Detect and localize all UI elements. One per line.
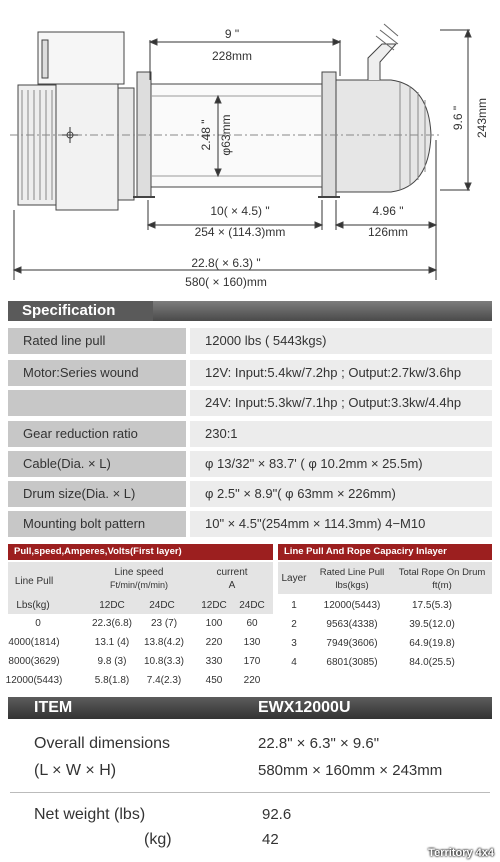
dims-value-inches: 22.8" × 6.3" × 9.6" [258, 735, 380, 752]
perf-cell: 12000(5443) [5, 675, 63, 686]
spec-key: Mounting bolt pattern [23, 516, 146, 531]
dim-mount-mm: 254 × (114.3)mm [194, 225, 286, 239]
divider [10, 792, 490, 793]
perf-cell: 22.3(6.8) [91, 618, 133, 629]
dim-drum-mm: φ63mm [219, 114, 233, 156]
dim-total-mm: 580( × 160)mm [185, 275, 267, 289]
perf-cell: 23 (7) [150, 618, 178, 629]
spec-key: Drum size(Dia. × L) [23, 486, 136, 501]
spec-key: Gear reduction ratio [23, 426, 138, 441]
winch-technical-drawing [0, 0, 500, 292]
layer-cell: 64.9(19.8) [409, 638, 455, 649]
perf-table [5, 562, 273, 692]
weight-value-kg: 42 [262, 831, 279, 848]
perf-cell: 5.8(1.8) [94, 675, 130, 686]
perf-cell: 130 [243, 637, 261, 648]
perf-h-speed-24: 24DC [149, 600, 175, 611]
dims-label-line2: (L × W × H) [34, 762, 117, 779]
perf-cell: 13.8(4.2) [143, 637, 185, 648]
perf-cell: 4000(1814) [8, 637, 60, 648]
perf-cell: 13.1 (4) [94, 637, 130, 648]
dim-total-inches: 22.8( × 6.3) " [191, 256, 261, 270]
layer-h-rope: Total Rope On Drum [398, 567, 486, 578]
perf-cell: 60 [246, 618, 258, 629]
spec-value: φ 2.5" × 8.9"( φ 63mm × 226mm) [205, 486, 396, 501]
spec-key: Cable(Dia. × L) [23, 456, 111, 471]
spec-value: 12V: Input:5.4kw/7.2hp ; Output:2.7kw/3.6hp [205, 365, 462, 380]
spec-row-motor-12v [8, 360, 492, 386]
layer-cell: 6801(3085) [326, 657, 378, 668]
layer-cell: 2 [291, 619, 297, 630]
perf-h-speed: Line speed [114, 567, 164, 578]
spec-title: Specification [22, 302, 116, 319]
perf-cell: 0 [35, 618, 41, 629]
perf-cell: 7.4(2.3) [146, 675, 182, 686]
perf-h-current: current [216, 567, 248, 578]
spec-row-mounting [8, 511, 492, 537]
perf-cell: 10.8(3.3) [143, 656, 185, 667]
layer-cell: 4 [291, 657, 297, 668]
perf-h-speed-unit: Ft/min/(m/min) [110, 580, 168, 590]
perf-h-current-unit: A [228, 580, 236, 591]
perf-cell: 8000(3629) [8, 656, 60, 667]
dim-gear-inches: 4.96 " [372, 204, 404, 218]
item-model: EWX12000U [258, 699, 351, 716]
layer-h-layer: Layer [281, 573, 307, 584]
layer-cell: 17.5(5.3) [411, 600, 453, 611]
perf-cell: 220 [243, 675, 261, 686]
spec-row-gear-ratio [8, 421, 492, 447]
layer-h-pull: Rated Line Pull [319, 567, 385, 578]
perf-cell: 330 [205, 656, 223, 667]
layer-h-pull-unit: lbs(kgs) [335, 580, 369, 591]
perf-cell: 170 [243, 656, 261, 667]
perf-cell: 9.8 (3) [97, 656, 127, 667]
perf-h-line-pull: Line Pull [14, 576, 54, 587]
weight-label-kg: (kg) [144, 831, 172, 848]
dims-label-line1: Overall dimensions [34, 735, 171, 752]
spec-row-rated-pull [8, 328, 492, 354]
layer-cell: 9563(4338) [326, 619, 378, 630]
weight-label-lbs: Net weight (lbs) [34, 806, 146, 823]
watermark: Territory 4x4 [428, 847, 494, 859]
layer-cell: 12000(5443) [323, 600, 381, 611]
spec-value: 10" × 4.5"(254mm × 114.3mm) 4−M10 [205, 516, 426, 531]
dims-value-mm: 580mm × 160mm × 243mm [258, 762, 443, 779]
dim-top-inches: 9 " [224, 27, 240, 41]
dim-drum-inches: 2.48 " [199, 119, 213, 151]
spec-row-motor-24v [8, 390, 492, 416]
spec-value: φ 13/32" × 83.7' ( φ 10.2mm × 25.5m) [205, 456, 423, 471]
item-header-bar [8, 697, 492, 719]
dim-top-mm: 228mm [211, 49, 253, 63]
spec-row-drum-size [8, 481, 492, 507]
layer-cell: 84.0(25.5) [409, 657, 455, 668]
spec-key: Motor:Series wound [23, 365, 139, 380]
item-label: ITEM [34, 699, 73, 716]
spec-key: Rated line pull [23, 333, 106, 348]
layer-cell: 39.5(12.0) [409, 619, 455, 630]
perf-h-current-24: 24DC [239, 600, 265, 611]
dim-gear-mm: 126mm [367, 225, 409, 239]
weight-value-lbs: 92.6 [262, 806, 292, 823]
dim-height-inches: 9.6 " [451, 105, 465, 131]
perf-h-current-12: 12DC [201, 600, 227, 611]
dim-height-mm: 243mm [475, 97, 489, 139]
perf-cell: 100 [205, 618, 223, 629]
spec-value: 230:1 [205, 426, 238, 441]
spec-value: 12000 lbs ( 5443kgs) [205, 333, 327, 348]
spec-value: 24V: Input:5.3kw/7.1hp ; Output:3.3kw/4.4hp [205, 395, 462, 410]
spec-row-cable [8, 451, 492, 477]
layer-table-title: Line Pull And Rope Capaciry Inlayer [278, 544, 492, 560]
perf-h-speed-12: 12DC [99, 600, 125, 611]
layer-h-rope-unit: ft(m) [432, 580, 452, 591]
perf-table-title: Pull,speed,Amperes,Volts(First layer) [8, 544, 273, 560]
layer-table [278, 562, 492, 672]
layer-cell: 7949(3606) [326, 638, 378, 649]
layer-cell: 3 [291, 638, 297, 649]
perf-h-lbs: Lbs(kg) [16, 600, 50, 611]
perf-cell: 220 [205, 637, 223, 648]
dim-mount-inches: 10( × 4.5) " [210, 204, 270, 218]
perf-cell: 450 [205, 675, 223, 686]
layer-cell: 1 [291, 600, 297, 611]
